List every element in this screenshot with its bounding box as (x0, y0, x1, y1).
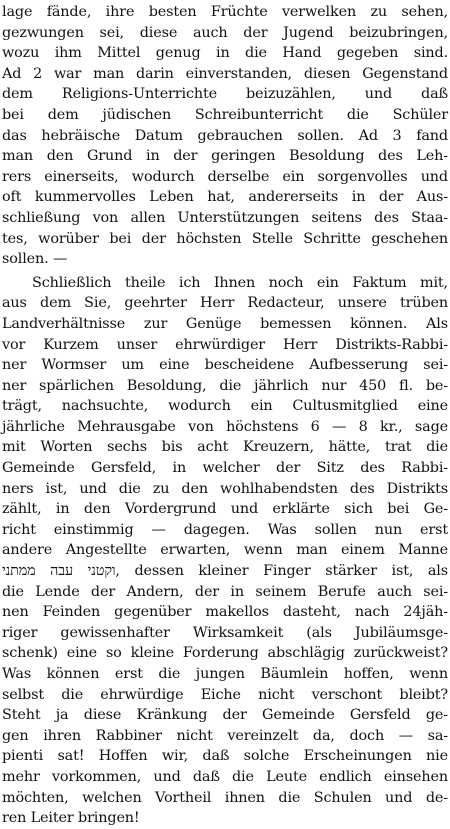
paragraph-2 (2, 273, 448, 829)
text-line: jährliche Mehrausgabe von höchstens 6 — 8 kr., sage (2, 418, 448, 435)
text-line: rers einerseits, wodurch derselbe ein sorgenvolles und (2, 168, 448, 185)
paragraph-1 (2, 2, 448, 270)
text-line: vor Kurzem unser ehrwürdiger Herr Distrikts-Rabbi- (2, 336, 448, 353)
text-line: schenk) eine so kleine Forderung abschlägig zurückweist? (2, 645, 448, 662)
text-line: Schließlich theile ich Ihnen noch ein Faktum mit, (32, 274, 448, 291)
text-line: pienti sat! Hoffen wir, daß solche Erscheinungen nie (2, 748, 448, 765)
text-line: schließung von allen Unterstützungen seitens des Staa- (2, 209, 448, 226)
text-line: das hebräische Datum gebrauchen sollen. Ad 3 fand (2, 127, 448, 144)
text-line: richt einstimmig — dagegen. Was sollen nun erst (2, 521, 448, 538)
text-line: mit Worten sechs bis acht Kreuzern, hätte, trat die (2, 439, 448, 456)
text-line: ners ist, und die zu den wohlhabendsten des Distrikts (2, 480, 448, 497)
text-line: zählt, in den Vordergrund und erklärte sich bei Ge- (2, 501, 448, 518)
text-line: die Lende der Andern, der in seinem Berufe auch sei- (2, 583, 448, 600)
text-line: nen Feinden gegenüber makellos dasteht, nach 24jäh- (2, 604, 448, 621)
text-line: dem Religions-Unterrichte beizuzählen, und daß (2, 86, 448, 103)
text-line: ner Wormser um eine bescheidene Aufbesserung sei- (2, 357, 448, 374)
text-line: wozu ihm Mittel genug in die Hand gegeben sind. (2, 45, 448, 62)
text-line: bei dem jüdischen Schreibunterricht die Schüler (2, 106, 448, 123)
text-line: möchten, welchen Vortheil ihnen die Schulen und de- (2, 789, 448, 806)
text-line: selbst die ehrwürdige Eiche nicht verschont bleibt? (2, 686, 448, 703)
text-line: lage fände, ihre besten Früchte verwelken zu sehen, (2, 4, 448, 20)
text-line: gezwungen sei, diese auch der Jugend beizubringen, (2, 24, 448, 41)
text-line: aus dem Sie, geehrter Herr Redacteur, unsere trüben (2, 295, 448, 312)
text-line: ren Leiter bringen! (2, 810, 140, 827)
text-line: riger gewissenhafter Wirksamkeit (als Jubiläumsge- (2, 624, 448, 641)
text-line: Landverhältnisse zur Genüge bemessen können. Als (2, 315, 448, 332)
text-line: Ad 2 war man darin einverstanden, diesen Gegenstand (2, 65, 448, 82)
newspaper-column (2, 2, 448, 827)
text-line: וקטני עבה ממתני, dessen kleiner Finger stärker ist, als (2, 563, 448, 580)
text-line: gen ihren Rabbiner nicht vereinzelt da, doch — sa- (2, 727, 448, 744)
text-line: tes, worüber bei der höchsten Stelle Schritte geschehen (2, 230, 448, 247)
text-line: Gemeinde Gersfeld, in welcher der Sitz des Rabbi- (2, 460, 448, 477)
text-line: man den Grund in der geringen Besoldung des Leh- (2, 148, 448, 165)
text-line: Steht ja diese Kränkung der Gemeinde Gersfeld ge- (2, 707, 448, 724)
text-line: andere Angestellte erwarten, wenn man einem Manne (2, 542, 448, 559)
text-line: oft kummervolles Leben hat, andererseits in der Aus- (2, 189, 448, 206)
text-line: Was können erst die jungen Bäumlein hoffen, wenn (2, 666, 448, 682)
text-line: trägt, nachsuchte, wodurch ein Cultusmitglied eine (2, 398, 448, 415)
text-line: mehr vorkommen, und daß die Leute endlich einsehen (2, 768, 448, 785)
text-line: sollen. — (2, 251, 68, 268)
text-line: ner spärlichen Besoldung, die jährlich nur 450 fl. be- (2, 377, 448, 394)
